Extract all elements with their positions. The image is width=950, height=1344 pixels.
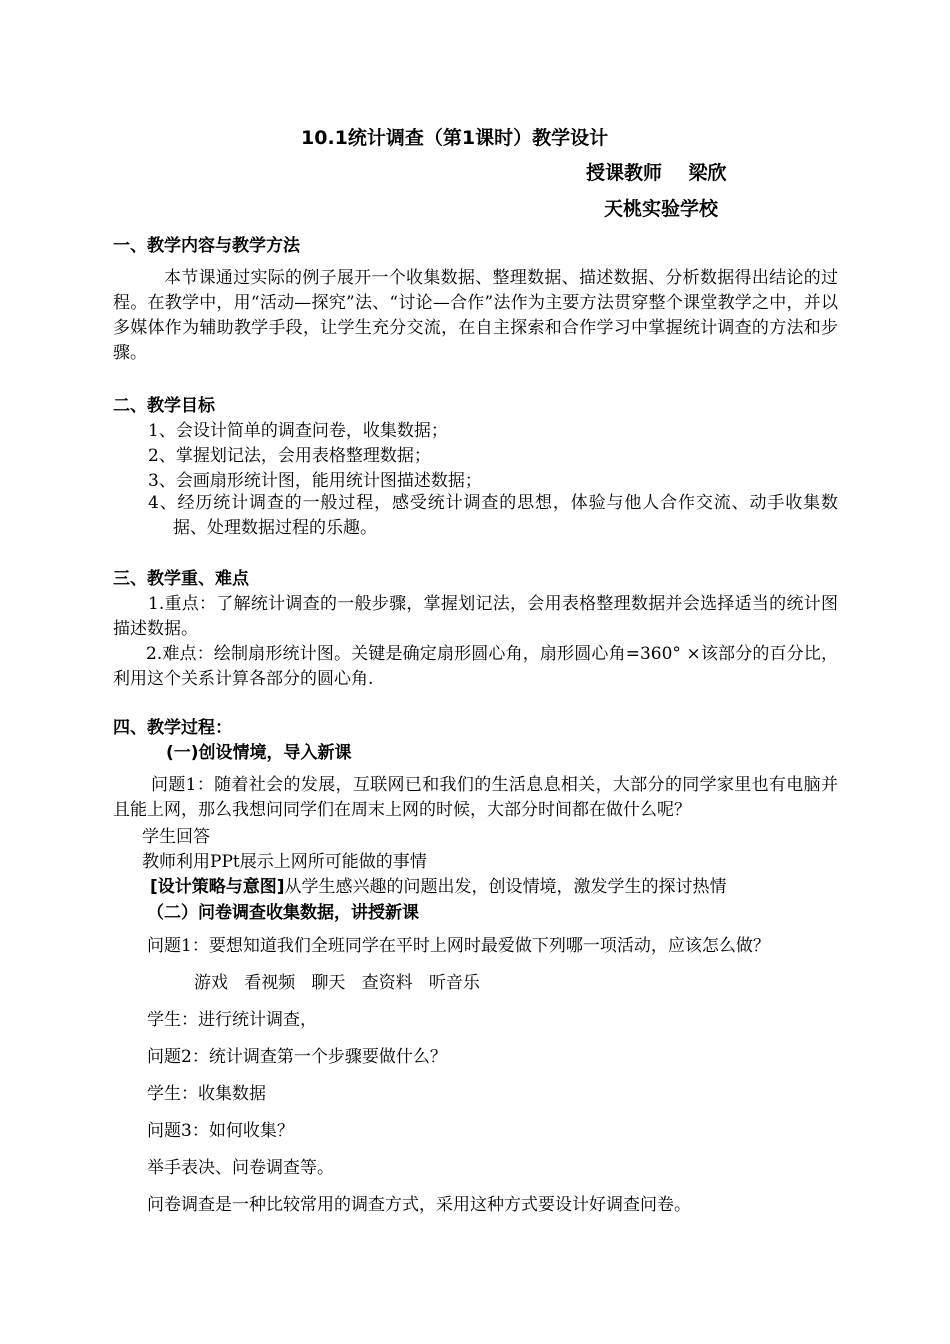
- key-point-paragraph: 1.重点：了解统计调查的一般步骤，掌握划记法，会用表格整理数据并会选择适当的统计图描述数据。: [113, 594, 838, 639]
- question-1-paragraph: 问题1：随着社会的发展，互联网已和我们的生活息息相关，大部分的同学家里也有电脑并且能上网，那么我想问同学们在周末上网的时候，大部分时间都在做什么呢？: [113, 775, 838, 820]
- activity-options: 游戏 看视频 聊天 查资料 听音乐: [194, 973, 480, 993]
- design-strategy-line: [150, 876, 727, 898]
- student-answer-text: 学生回答: [142, 827, 210, 847]
- subsection-heading-scenario: (一)创设情境，导入新课: [166, 743, 352, 763]
- difficulty-paragraph: 2.难点：绘制扇形统计图。关键是确定扇形圆心角，扇形圆心角=360° ×该部分的百分比，利用这个关系计算各部分的圆心角.: [113, 644, 838, 689]
- student-reply-collect: 学生：收集数据: [147, 1084, 266, 1104]
- section-heading-process: 四、教学过程：: [113, 718, 232, 738]
- question-3-line: 问题3：如何收集？: [147, 1121, 294, 1141]
- design-strategy-label: [设计策略与意图]: [150, 877, 285, 897]
- teacher-line: 授课教师 梁欣: [586, 162, 727, 184]
- question-1-line: 问题1：要想知道我们全班同学在平时上网时最爱做下列哪一项活动，应该怎么做？: [147, 936, 770, 956]
- objective-item-1: 1、会设计简单的调查问卷，收集数据；: [148, 421, 448, 441]
- objective-item-3: 3、会画扇形统计图，能用统计图描述数据；: [148, 471, 482, 491]
- document-title: 10.1统计调查（第1课时）教学设计: [301, 127, 609, 149]
- objective-item-4: 4、经历统计调查的一般过程，感受统计调查的思想，体验与他人合作交流、动手收集数据、处理数据过程的乐趣。: [148, 493, 838, 538]
- section-heading-content-method: 一、教学内容与教学方法: [113, 236, 300, 256]
- design-strategy-text: 从学生感兴趣的问题出发，创设情境，激发学生的探讨热情: [284, 877, 727, 897]
- school-name: 天桃实验学校: [604, 198, 719, 220]
- subsection-heading-questionnaire: （二）问卷调查收集数据，讲授新课: [147, 903, 419, 923]
- objective-item-2: 2、掌握划记法，会用表格整理数据；: [148, 446, 431, 466]
- teacher-ppt-text: 教师利用PPt展示上网所可能做的事情: [142, 852, 427, 872]
- section-heading-key-difficult: 三、教学重、难点: [113, 569, 249, 589]
- student-reply-survey: 学生：进行统计调查，: [147, 1010, 317, 1030]
- questionnaire-note-line: 问卷调查是一种比较常用的调查方式，采用这种方式要设计好调查问卷。: [147, 1195, 691, 1215]
- collection-methods-line: 举手表决、问卷调查等。: [147, 1158, 334, 1178]
- question-2-line: 问题2：统计调查第一个步骤要做什么？: [147, 1047, 447, 1067]
- content-method-paragraph: 本节课通过实际的例子展开一个收集数据、整理数据、描述数据、分析数据得出结论的过程。在教学中，用“活动—探究”法、“讨论—合作”法作为主要方法贯穿整个课堂教学之中，并以多媒体作为辅助教学手段，让学生充分交流，在自主探索和合作学习中掌握统计调查的方法和步骤。: [113, 268, 838, 363]
- section-heading-objectives: 二、教学目标: [113, 396, 215, 416]
